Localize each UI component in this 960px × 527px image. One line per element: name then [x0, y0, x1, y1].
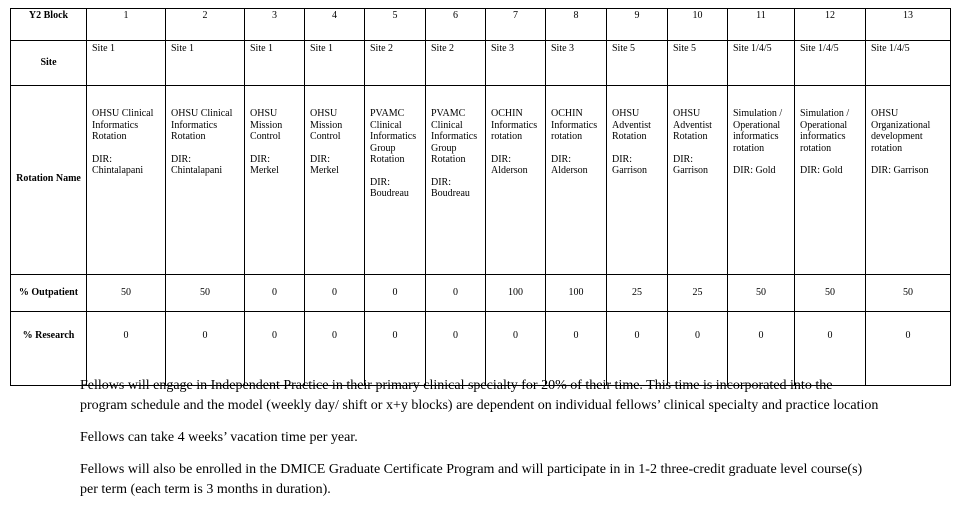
- site-row: [11, 41, 951, 86]
- research-percent-cell: [426, 312, 486, 386]
- rotation-text: OHSU Adventist Rotation: [673, 108, 712, 142]
- research-text: 0: [827, 330, 833, 341]
- rotation-text: OHSU Organizational development rotation: [871, 108, 931, 154]
- dir-text: DIR: Gold: [733, 165, 776, 176]
- block-text: 9: [634, 10, 640, 21]
- row-header-outpatient: % Outpatient: [11, 275, 87, 312]
- research-text: 0: [905, 330, 911, 341]
- block-text: 1: [123, 10, 129, 21]
- block-number-cell: [365, 9, 426, 41]
- outpatient-text: 50: [825, 287, 835, 299]
- research-text: 0: [758, 330, 764, 341]
- block-number-cell: [546, 9, 607, 41]
- outpatient-percent-cell: [728, 275, 795, 312]
- site-text: Site 5: [612, 43, 636, 54]
- outpatient-text: 0: [272, 287, 277, 299]
- rotation-text: OCHIN Informatics rotation: [491, 108, 538, 142]
- block-text: 3: [272, 10, 277, 21]
- block-number-cell: [668, 9, 728, 41]
- outpatient-text: 50: [903, 287, 913, 299]
- site-cell: [365, 41, 426, 86]
- site-cell: [668, 41, 728, 86]
- research-percent-cell: [245, 312, 305, 386]
- rotation-text: PVAMC Clinical Informatics Group Rotation: [370, 108, 417, 165]
- site-cell: [166, 41, 245, 86]
- note-vacation: Fellows can take 4 weeks’ vacation time per year.: [80, 430, 358, 445]
- outpatient-percent-cell: [668, 275, 728, 312]
- rotation-text: Simulation / Operational informatics rotation: [800, 108, 850, 154]
- rotation-cell: [546, 86, 607, 275]
- rotation-cell: [866, 86, 951, 275]
- row-header-research: % Research: [11, 312, 87, 386]
- research-text: 0: [695, 330, 700, 341]
- site-cell: [305, 41, 365, 86]
- rotation-text: Simulation / Operational informatics rotation: [733, 108, 783, 154]
- outpatient-text: 0: [453, 287, 458, 299]
- site-text: Site 2: [370, 43, 394, 54]
- dir-text: DIR: Alderson: [491, 153, 528, 176]
- rotation-text: OHSU Adventist Rotation: [612, 108, 651, 142]
- site-text: Site 1: [310, 43, 334, 54]
- rotation-cell: [607, 86, 668, 275]
- rotation-text: OHSU Clinical Informatics Rotation: [171, 108, 233, 142]
- research-percent-cell: [866, 312, 951, 386]
- rotation-cell: [365, 86, 426, 275]
- site-cell: [245, 41, 305, 86]
- research-row: [11, 312, 951, 386]
- row-header-block: Y2 Block: [11, 9, 87, 41]
- research-percent-cell: [728, 312, 795, 386]
- block-number-cell: [866, 9, 951, 41]
- block-number-cell: [728, 9, 795, 41]
- site-text: Site 5: [673, 43, 697, 54]
- research-percent-cell: [607, 312, 668, 386]
- rotation-cell: [305, 86, 365, 275]
- rotation-row: [11, 86, 951, 275]
- dir-text: DIR: Gold: [800, 165, 843, 176]
- outpatient-text: 50: [756, 287, 766, 299]
- block-text: 6: [453, 10, 458, 21]
- rotation-cell: [245, 86, 305, 275]
- outpatient-percent-cell: [486, 275, 546, 312]
- rotation-cell: [426, 86, 486, 275]
- note-certificate-program: Fellows will also be enrolled in the DMICE Graduate Certificate Program and will participate in in 1-2 three-credit graduate level course(s) per term (each term is 3 months in duration).: [80, 462, 863, 497]
- site-cell: [426, 41, 486, 86]
- site-cell: [607, 41, 668, 86]
- block-text: 2: [202, 10, 208, 21]
- research-text: 0: [202, 330, 208, 341]
- outpatient-text: 50: [200, 287, 210, 299]
- block-text: 8: [573, 10, 579, 21]
- outpatient-percent-cell: [245, 275, 305, 312]
- outpatient-text: 100: [508, 287, 523, 299]
- rotation-text: OHSU Clinical Informatics Rotation: [92, 108, 154, 142]
- dir-text: DIR: Chintalapani: [171, 153, 223, 176]
- block-text: 4: [332, 10, 337, 21]
- block-number-cell: [607, 9, 668, 41]
- outpatient-text: 0: [392, 287, 398, 299]
- site-text: Site 3: [491, 43, 515, 54]
- rotation-cell: [795, 86, 866, 275]
- rotation-text: PVAMC Clinical Informatics Group Rotation: [431, 108, 478, 165]
- research-percent-cell: [486, 312, 546, 386]
- research-percent-cell: [87, 312, 166, 386]
- rotation-schedule-table: [10, 8, 951, 386]
- site-text: Site 3: [551, 43, 575, 54]
- dir-text: DIR: Garrison: [871, 165, 929, 176]
- outpatient-percent-cell: [87, 275, 166, 312]
- block-number-cell: [245, 9, 305, 41]
- dir-text: DIR: Chintalapani: [92, 153, 144, 176]
- outpatient-text: 25: [692, 287, 703, 299]
- outpatient-row: [11, 275, 951, 312]
- rotation-text: OHSU Mission Control: [250, 108, 283, 142]
- note-independent-practice: Fellows will engage in Independent Practice in their primary clinical specialty for 20% of their time. This time is incorporated into the program schedule and the model (weekly day/ shift or x+y blocks) are dependent on individual fellows’ clinical specialty and practice location: [80, 378, 879, 413]
- outpatient-percent-cell: [546, 275, 607, 312]
- research-percent-cell: [668, 312, 728, 386]
- research-text: 0: [272, 330, 277, 341]
- outpatient-text: 25: [632, 287, 642, 299]
- outpatient-percent-cell: [607, 275, 668, 312]
- dir-text: DIR: Alderson: [551, 153, 588, 176]
- outpatient-percent-cell: [795, 275, 866, 312]
- block-number-cell: [795, 9, 866, 41]
- rotation-cell: [166, 86, 245, 275]
- dir-text: DIR: Merkel: [250, 153, 279, 176]
- research-text: 0: [332, 330, 337, 341]
- block-number-cell: [87, 9, 166, 41]
- outpatient-percent-cell: [426, 275, 486, 312]
- site-cell: [795, 41, 866, 86]
- site-cell: [728, 41, 795, 86]
- outpatient-percent-cell: [305, 275, 365, 312]
- row-header-site: Site: [11, 41, 87, 86]
- research-text: 0: [123, 330, 129, 341]
- site-text: Site 2: [431, 43, 455, 54]
- site-text: Site 1/4/5: [733, 43, 772, 54]
- site-text: Site 1: [171, 43, 195, 54]
- block-number-cell: [305, 9, 365, 41]
- research-text: 0: [513, 330, 518, 341]
- research-text: 0: [392, 330, 398, 341]
- block-number-cell: [166, 9, 245, 41]
- research-percent-cell: [305, 312, 365, 386]
- program-notes: [80, 376, 880, 512]
- site-text: Site 1/4/5: [871, 43, 910, 54]
- dir-text: DIR: Boudreau: [431, 176, 470, 199]
- block-text: 7: [513, 10, 518, 21]
- research-text: 0: [453, 330, 458, 341]
- site-cell: [486, 41, 546, 86]
- outpatient-percent-cell: [365, 275, 426, 312]
- research-percent-cell: [795, 312, 866, 386]
- block-row: [11, 9, 951, 41]
- dir-text: DIR: Merkel: [310, 153, 339, 176]
- site-cell: [866, 41, 951, 86]
- outpatient-text: 50: [121, 287, 131, 299]
- research-percent-cell: [546, 312, 607, 386]
- block-number-cell: [426, 9, 486, 41]
- outpatient-percent-cell: [166, 275, 245, 312]
- block-text: 12: [825, 10, 835, 21]
- outpatient-text: 0: [332, 287, 337, 299]
- site-text: Site 1: [250, 43, 274, 54]
- dir-text: DIR: Garrison: [673, 153, 708, 176]
- site-text: Site 1/4/5: [800, 43, 839, 54]
- rotation-text: OHSU Mission Control: [310, 108, 343, 142]
- rotation-cell: [728, 86, 795, 275]
- site-cell: [87, 41, 166, 86]
- rotation-cell: [87, 86, 166, 275]
- block-number-cell: [486, 9, 546, 41]
- research-text: 0: [573, 330, 579, 341]
- research-text: 0: [634, 330, 640, 341]
- block-text: 13: [903, 10, 913, 21]
- research-percent-cell: [166, 312, 245, 386]
- rotation-cell: [668, 86, 728, 275]
- outpatient-text: 100: [568, 287, 584, 299]
- block-text: 5: [392, 10, 398, 21]
- site-cell: [546, 41, 607, 86]
- research-percent-cell: [365, 312, 426, 386]
- block-text: 10: [692, 10, 703, 21]
- row-header-rotation: Rotation Name: [11, 86, 87, 275]
- dir-text: DIR: Boudreau: [370, 176, 409, 199]
- rotation-text: OCHIN Informatics rotation: [551, 108, 598, 142]
- dir-text: DIR: Garrison: [612, 153, 647, 176]
- site-text: Site 1: [92, 43, 116, 54]
- outpatient-percent-cell: [866, 275, 951, 312]
- block-text: 11: [756, 10, 766, 21]
- rotation-cell: [486, 86, 546, 275]
